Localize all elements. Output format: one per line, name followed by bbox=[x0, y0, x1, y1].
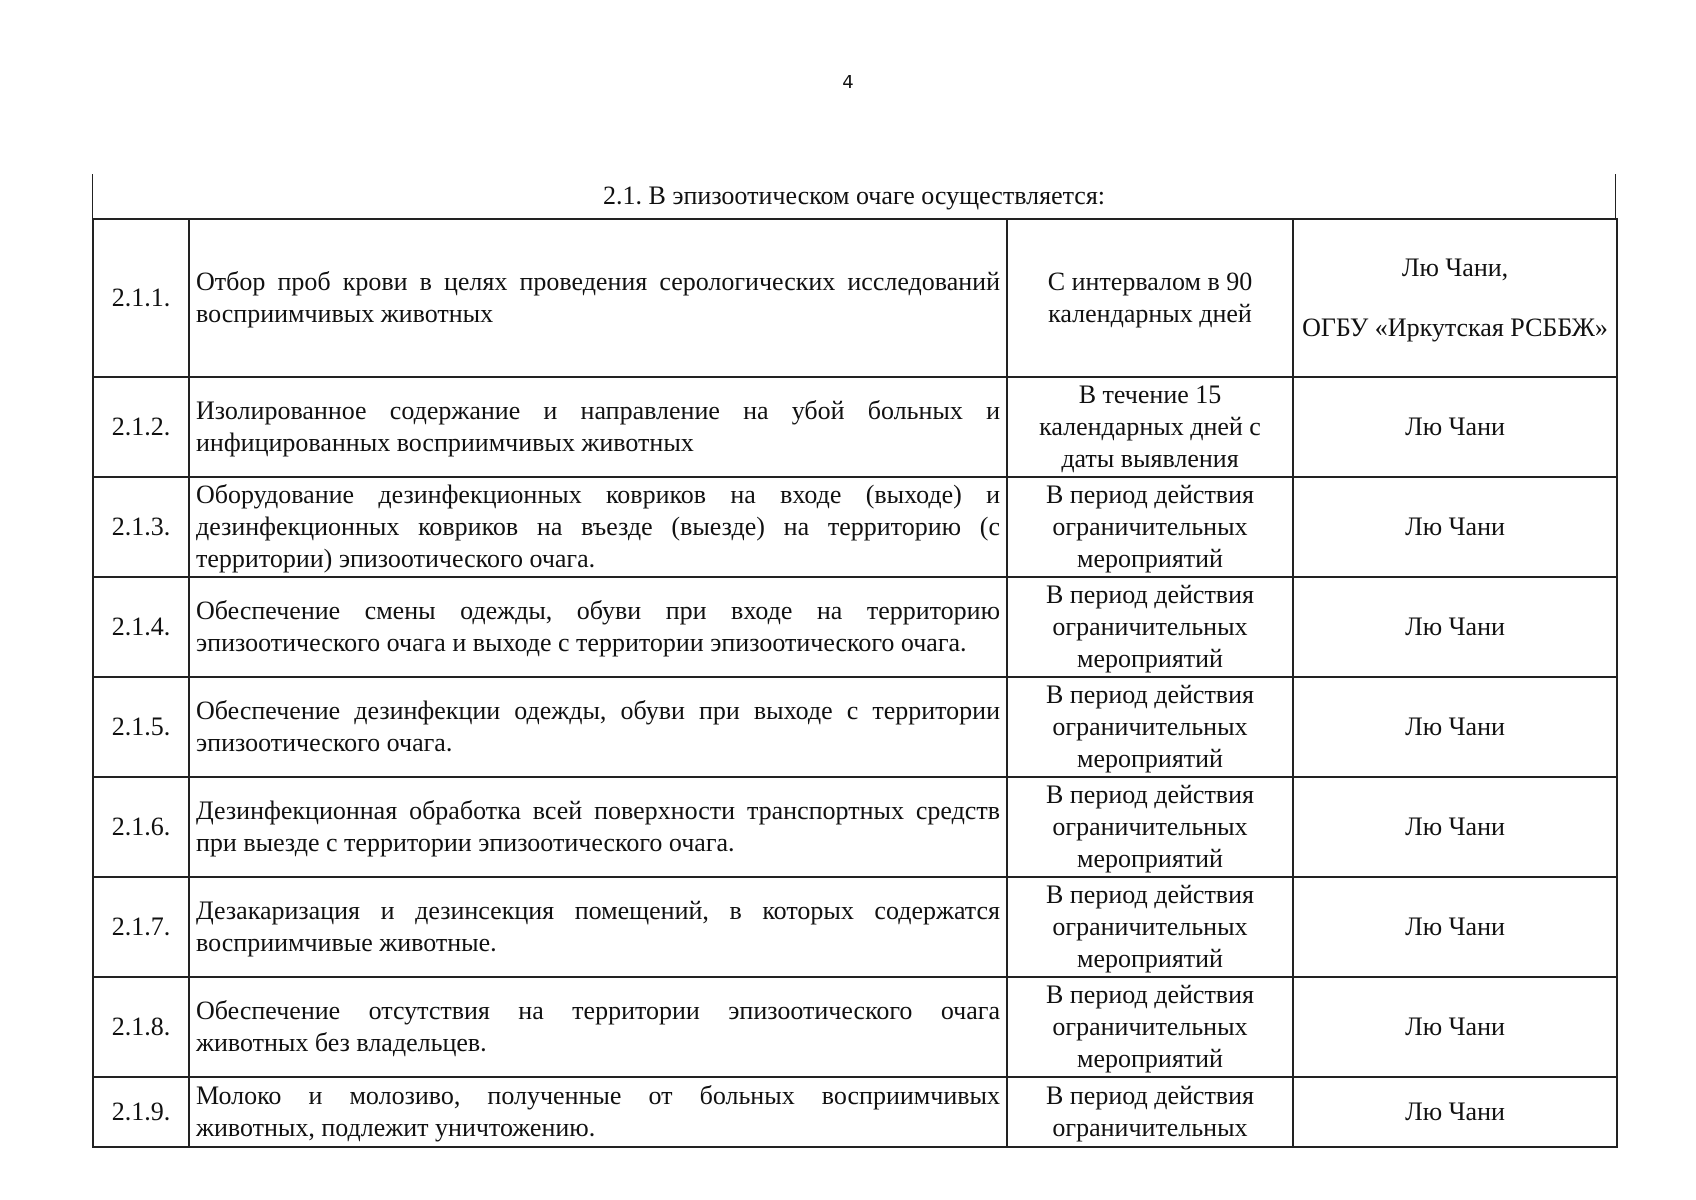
measure-description: Оборудование дезинфекционных ковриков на входе (выходе) и дезинфекционных ковриков на въезде (выезде) на территорию (с территории) эпизоотического очага. bbox=[189, 477, 1007, 577]
table-row bbox=[93, 877, 1617, 977]
responsible-cell: Лю Чани bbox=[1293, 977, 1617, 1077]
measures-table bbox=[92, 218, 1618, 1148]
measure-deadline: В период действия ограничительных bbox=[1007, 1077, 1293, 1147]
row-number: 2.1.6. bbox=[93, 777, 189, 877]
responsible-person: Лю Чани, bbox=[1401, 253, 1509, 282]
table-row bbox=[93, 677, 1617, 777]
measure-description: Молоко и молозиво, полученные от больных восприимчивых животных, подлежит уничтожению. bbox=[189, 1077, 1007, 1147]
measure-description: Обеспечение отсутствия на территории эпизоотического очага животных без владельцев. bbox=[189, 977, 1007, 1077]
responsible-cell: Лю Чани bbox=[1293, 577, 1617, 677]
responsible-cell: Лю Чани bbox=[1293, 477, 1617, 577]
section-title: 2.1. В эпизоотическом очаге осуществляется: bbox=[92, 174, 1616, 218]
measure-description: Изолированное содержание и направление на убой больных и инфицированных восприимчивых животных bbox=[189, 377, 1007, 477]
measure-deadline: С интервалом в 90 календарных дней bbox=[1007, 219, 1293, 377]
responsible-cell: Лю Чани bbox=[1293, 777, 1617, 877]
table-row bbox=[93, 777, 1617, 877]
table-row bbox=[93, 577, 1617, 677]
measure-description: Обеспечение смены одежды, обуви при входе на территорию эпизоотического очага и выходе с территории эпизоотического очага. bbox=[189, 577, 1007, 677]
measure-deadline: В период действия ограничительных мероприятий bbox=[1007, 877, 1293, 977]
responsible-cell: Лю Чани bbox=[1293, 1077, 1617, 1147]
measure-deadline: В период действия ограничительных мероприятий bbox=[1007, 477, 1293, 577]
row-number: 2.1.5. bbox=[93, 677, 189, 777]
measure-deadline: В период действия ограничительных мероприятий bbox=[1007, 677, 1293, 777]
responsible-cell: Лю Чани bbox=[1293, 877, 1617, 977]
responsible-cell: Лю Чани bbox=[1293, 677, 1617, 777]
measure-description: Дезакаризация и дезинсекция помещений, в которых содержатся восприимчивые животные. bbox=[189, 877, 1007, 977]
measure-deadline: В течение 15 календарных дней с даты выявления bbox=[1007, 377, 1293, 477]
measure-deadline: В период действия ограничительных мероприятий bbox=[1007, 977, 1293, 1077]
row-number: 2.1.7. bbox=[93, 877, 189, 977]
responsible-cell: Лю Чани bbox=[1293, 377, 1617, 477]
row-number: 2.1.1. bbox=[93, 219, 189, 377]
row-number: 2.1.4. bbox=[93, 577, 189, 677]
table-row bbox=[93, 377, 1617, 477]
measure-description: Дезинфекционная обработка всей поверхности транспортных средств при выезде с территории эпизоотического очага. bbox=[189, 777, 1007, 877]
page-number: 4 bbox=[842, 72, 854, 93]
table-row bbox=[93, 977, 1617, 1077]
row-number: 2.1.8. bbox=[93, 977, 189, 1077]
measure-description: Обеспечение дезинфекции одежды, обуви при выходе с территории эпизоотического очага. bbox=[189, 677, 1007, 777]
responsible-organization: ОГБУ «Иркутская РСББЖ» bbox=[1302, 313, 1608, 342]
measure-description: Отбор проб крови в целях проведения серологических исследований восприимчивых животных bbox=[189, 219, 1007, 377]
table-row bbox=[93, 477, 1617, 577]
row-number: 2.1.2. bbox=[93, 377, 189, 477]
table-row bbox=[93, 219, 1617, 377]
table-row bbox=[93, 1077, 1617, 1147]
row-number: 2.1.9. bbox=[93, 1077, 189, 1147]
measure-deadline: В период действия ограничительных мероприятий bbox=[1007, 777, 1293, 877]
responsible-cell bbox=[1293, 219, 1617, 377]
row-number: 2.1.3. bbox=[93, 477, 189, 577]
measure-deadline: В период действия ограничительных мероприятий bbox=[1007, 577, 1293, 677]
